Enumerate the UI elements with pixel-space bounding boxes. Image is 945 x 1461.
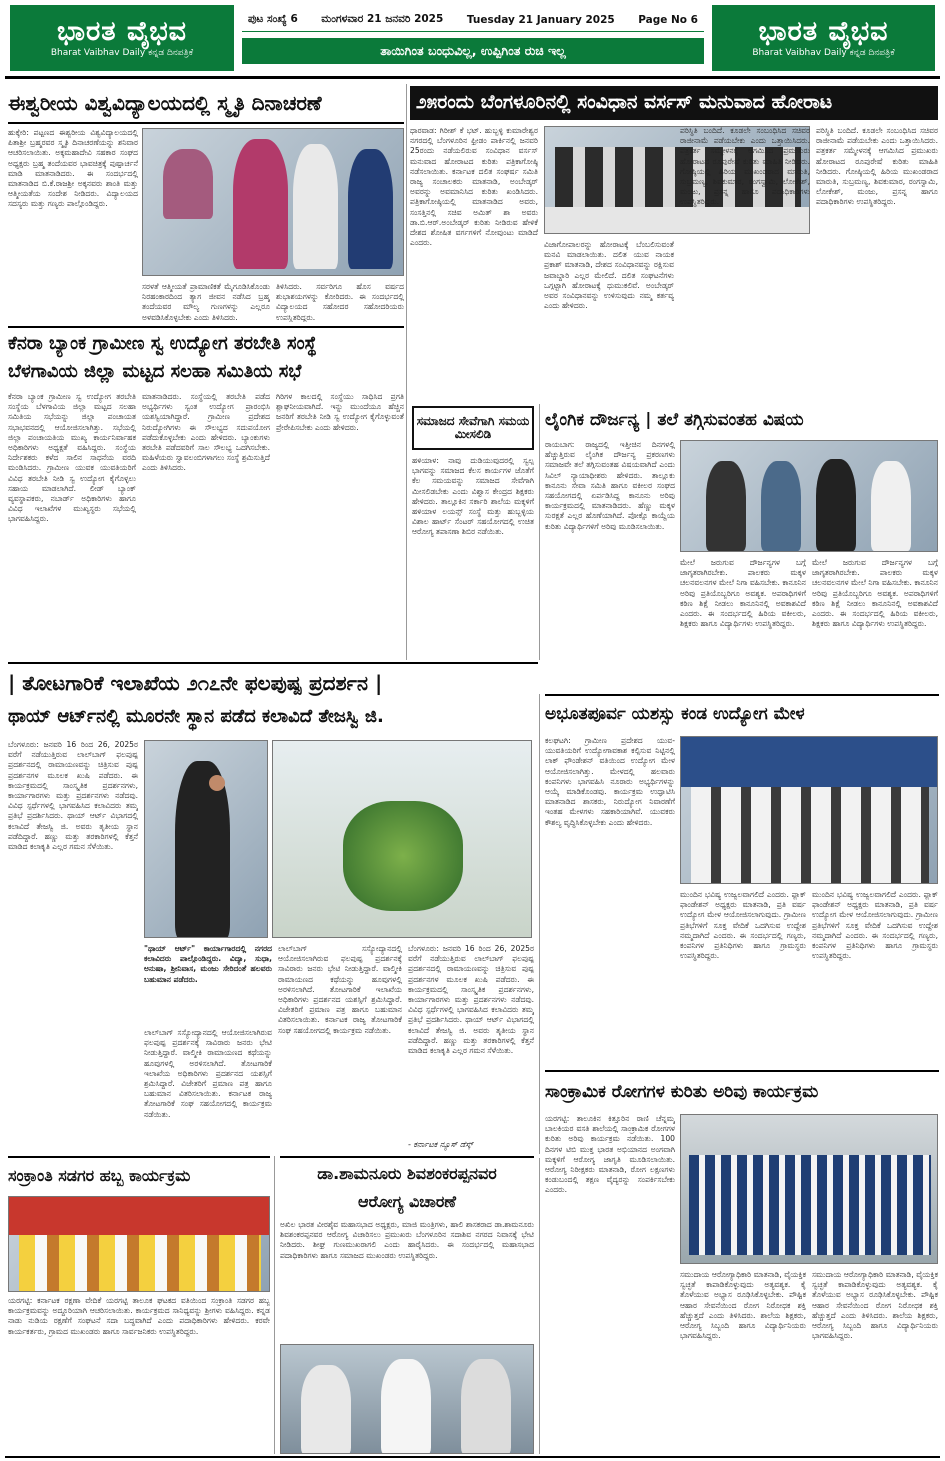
page-bottom-rule	[5, 1456, 940, 1458]
photo-health-visit	[280, 1344, 534, 1454]
column-divider	[406, 84, 407, 660]
headline-samvidhana-horata: ೨೫ರಂದು ಬೆಂಗಳೂರಿನಲ್ಲಿ ಸಂವಿಧಾನ ವರ್ಸಸ್ ಮನುವಾದ ಹೋರಾಟ	[410, 86, 938, 120]
headline-line2: ಬೆಳಗಾವಿಯ ಜಿಲ್ಲಾ ಮಟ್ಟದ ಸಲಹಾ ಸಮಿತಿಯ ಸಭೆ	[8, 360, 302, 382]
article-body: ಹಳಿಯಾಳ: ನಾವು ದುಡಿಯುವುದರಲ್ಲಿ ಸ್ವಲ್ಪ ಭಾಗವನ್ನು ಸಮಾಜದ ಕೆಲಸ ಕಾರ್ಯಗಳ ಜೊತೆಗೆ ಕೆಲ ಸಮಯವನ್ನು ಸಮಾಜದ ಸೇವೆಗಾಗಿ ಮೀಸಲಿಡಬೇಕು ಎಂದು ವಿಶ್ವಾಸ ಕೇಂದ್ರದ ಶಿಕ್ಷಕರು ಹೇಳಿದರು. ತಾಲ್ಲೂಕಿನ ಸರ್ಕಾರಿ ಶಾಲೆಯ ಮಕ್ಕಳಿಗೆ ಹಳಿಯಾಳ ಲಯನ್ಸ್ ಸಂಸ್ಥೆ ಮತ್ತು ಹುಬ್ಬಳ್ಳಿಯ ವಿಶಾಲ ಹಾರ್ಟ್ ಸೆಂಟರ್ ಸಹಯೋಗದಲ್ಲಿ ಉಚಿತ ಆರೋಗ್ಯ ತಪಾಸಣಾ ಶಿಬಿರ ನಡೆಯಿತು.	[412, 456, 534, 537]
article-body-col1: ಕಲಘಟಗಿ: ಗ್ರಾಮೀಣ ಪ್ರದೇಶದ ಯುವ-ಯುವತಿಯರಿಗೆ ಉದ್ಯೋಗಾವಕಾಶ ಕಲ್ಪಿಸುವ ನಿಟ್ಟಿನಲ್ಲಿ ಲಾಕ್ ಫೌಂಡೇಶನ್ ವತಿಯಿಂದ ಉದ್ಯೋಗ ಮೇಳ ಆಯೋಜಿಸಲಾಗಿತ್ತು. ಮೇಳದಲ್ಲಿ ಹಲವಾರು ಕಂಪನಿಗಳು ಭಾಗವಹಿಸಿ ನೂರಾರು ಅಭ್ಯರ್ಥಿಗಳನ್ನು ಆಯ್ಕೆ ಮಾಡಿಕೊಂಡವು. ಕಾರ್ಯಕ್ರಮ ಉದ್ಘಾಟಿಸಿ ಮಾತನಾಡಿದ ಶಾಸಕರು, ನಿರುದ್ಯೋಗ ನಿವಾರಣೆಗೆ ಇಂತಹ ಮೇಳಗಳು ಸಹಕಾರಿಯಾಗಿವೆ. ಯುವಕರು ಕೌಶಲ್ಯ ವೃದ್ಧಿಸಿಕೊಳ್ಳಬೇಕು ಎಂದು ಹೇಳಿದರು.	[545, 736, 675, 827]
section-rule	[8, 1156, 270, 1158]
headline-underline	[8, 122, 404, 124]
column-divider	[539, 1158, 540, 1454]
masthead-rule	[5, 76, 940, 79]
column-divider	[274, 1156, 275, 1454]
photo-caption: "ಥಾಯ್ ಆರ್ಟ್" ಕಾರ್ಯಾಗಾರದಲ್ಲಿ ನಗರದ ಕಲಾವಿದರು ಪಾಲ್ಗೊಂಡಿದ್ದರು. ವಿದ್ಯಾ, ಸುಧಾ, ಅನುಷಾ, ಶ್ರೀನಿವಾಸ, ಮಂಜು ಸೇರಿದಂತೆ ಹಲವರು ಬಹುಮಾನ ಪಡೆದರು.	[144, 944, 272, 984]
article-body-col3: ಲಾಲ್‌ಬಾಗ್ ಸಸ್ಯೋದ್ಯಾನದಲ್ಲಿ ಆಯೋಜಿಸಲಾಗಿರುವ ಫಲಪುಷ್ಪ ಪ್ರದರ್ಶನಕ್ಕೆ ಸಾವಿರಾರು ಜನರು ಭೇಟಿ ನೀಡುತ್ತಿದ್ದಾರೆ. ವಾಲ್ಮೀಕಿ ರಾಮಾಯಣದ ಕಥೆಯನ್ನು ಹೂವುಗಳಲ್ಲಿ ಅರಳಿಸಲಾಗಿದೆ. ತೋಟಗಾರಿಕೆ ಇಲಾಖೆಯ ಅಧಿಕಾರಿಗಳು ಪ್ರದರ್ಶನದ ಯಶಸ್ಸಿಗೆ ಶ್ರಮಿಸಿದ್ದಾರೆ. ವಿಜೇತರಿಗೆ ಪ್ರಮಾಣ ಪತ್ರ ಹಾಗೂ ಬಹುಮಾನ ವಿತರಿಸಲಾಯಿತು. ಕರ್ನಾಟಕ ರಾಜ್ಯ ತೋಟಗಾರಿಕೆ ಸಂಘ ಸಹಯೋಗದಲ್ಲಿ ಕಾರ್ಯಕ್ರಮ ನಡೆಯಿತು.	[278, 944, 402, 1035]
headline-udyoga-mela: ಅಭೂತಪೂರ್ವ ಯಶಸ್ಸು ಕಂಡ ಉದ್ಯೋಗ ಮೇಳ	[545, 704, 805, 725]
article-body-col4: ಪರಿಸ್ಥಿತಿ ಬಂದಿದೆ. ಕೂಡಲೇ ಸಂಬಂಧಿಸಿದ ಸಚಿವರ ರಾಜೀನಾಮೆ ಪಡೆಯಬೇಕು ಎಂದು ಒತ್ತಾಯಿಸಿದರು. ಪತ್ರಕರ್ತ ಸಮ್ಮೇಳನಕ್ಕೆ ಆಗಮಿಸಿದ ಪ್ರಮುಖರು ಹೋರಾಟದ ರೂಪುರೇಷೆ ಕುರಿತು ಮಾಹಿತಿ ನೀಡಿದರು. ಗೋಷ್ಠಿಯಲ್ಲಿ ಹಿರಿಯ ಮುಖಂಡರಾದ ಮಾರುತಿ, ಸುಬ್ರಮಣ್ಯ, ಶಿವಕುಮಾರ, ರಂಗಸ್ವಾಮಿ, ಲೋಕೇಶ್, ಮಂಜು, ಪ್ರಸನ್ನ ಹಾಗೂ ಪದಾಧಿಕಾರಿಗಳು ಉಪಸ್ಥಿತರಿದ್ದರು.	[816, 126, 938, 207]
photo-smriti-ceremony	[142, 128, 404, 276]
article-body-col1: ಬೆಂಗಳೂರು: ಜನವರಿ 16 ರಿಂದ 26, 2025ರ ವರೆಗೆ ನಡೆಯುತ್ತಿರುವ ಲಾಲ್‌ಬಾಗ್ ಫಲಪುಷ್ಪ ಪ್ರದರ್ಶನದಲ್ಲಿ ರಾಮಾಯಣವನ್ನು ಚಿತ್ರಿಸುವ ಪುಷ್ಪ ಪ್ರದರ್ಶನಗಳ ಮೂಲಕ ಖುಷಿ ಪಡೆದರು. ಈ ಕಾರ್ಯಕ್ರಮದಲ್ಲಿ ಸಾಂಸ್ಕೃತಿಕ ಪ್ರದರ್ಶನಗಳು, ಕಾರ್ಯಾಗಾರಗಳು ಮತ್ತು ಪ್ರದರ್ಶನಗಳು ನಡೆದವು. ವಿವಿಧ ಸ್ಪರ್ಧೆಗಳಲ್ಲಿ ಭಾಗವಹಿಸಿದ ಕಲಾವಿದರು ತಮ್ಮ ಪ್ರತಿಭೆ ಪ್ರದರ್ಶಿಸಿದರು. ಥಾಯ್ ಆರ್ಟ್ ವಿಭಾಗದಲ್ಲಿ ಕಲಾವಿದೆ ತೇಜಸ್ವಿ ಜಿ. ಅವರು ತೃತೀಯ ಸ್ಥಾನ ಪಡೆದಿದ್ದಾರೆ. ಹಣ್ಣು ಮತ್ತು ತರಕಾರಿಗಳಲ್ಲಿ ಕೆತ್ತನೆ ಮಾಡಿದ ಕಲಾಕೃತಿ ಎಲ್ಲರ ಗಮನ ಸೆಳೆಯಿತು.	[8, 740, 138, 852]
article-body-col3: ಗಿರಿಗಳ ಕಾಲದಲ್ಲಿ ಸಂಸ್ಥೆಯು ಸಾಧಿಸಿದ ಪ್ರಗತಿ ಶ್ಲಾಘನೀಯವಾಗಿದೆ. ಇನ್ನು ಮುಂದೆಯೂ ಹೆಚ್ಚಿನ ಜನರಿಗೆ ತರಬೇತಿ ನೀಡಿ ಸ್ವ ಉದ್ಯೋಗ ಕೈಗೊಳ್ಳುವಂತೆ ಪ್ರೇರೇಪಿಸಬೇಕು ಎಂದು ಹೇಳಿದರು.	[276, 392, 404, 432]
masthead-title-right: ಭಾರತ ವೈಭವ	[758, 16, 889, 47]
headline-canara-bank	[8, 330, 404, 386]
column-divider	[539, 404, 540, 660]
photo-artist-tejaswi	[144, 740, 268, 938]
article-body: ಅಖಿಲ ಭಾರತ ವೀರಶೈವ ಮಹಾಸಭಾದ ಅಧ್ಯಕ್ಷರು, ಮಾಜಿ ಮಂತ್ರಿಗಳು, ಹಾಲಿ ಶಾಸಕರಾದ ಡಾ.ಶಾಮನೂರು ಶಿವಶಂಕರಪ್ಪನವರ ಆರೋಗ್ಯ ವಿಚಾರಿಸಲು ಪ್ರಮುಖರು ಬೆಂಗಳೂರಿನ ಸದಾಶಿವ ನಗರದ ನಿವಾಸಕ್ಕೆ ಭೇಟಿ ನೀಡಿದರು. ಶೀಘ್ರ ಗುಣಮುಖರಾಗಲಿ ಎಂದು ಹಾರೈಸಿದರು. ಈ ಸಂದರ್ಭದಲ್ಲಿ ಮಹಾಸಭಾದ ಪದಾಧಿಕಾರಿಗಳು ಹಾಗೂ ಸಮಾಜದ ಮುಖಂಡರು ಉಪಸ್ಥಿತರಿದ್ದರು.	[280, 1220, 534, 1260]
page-number-kannada: ಪುಟ ಸಂಖ್ಯೆ 6	[248, 13, 298, 25]
section-rule	[8, 662, 538, 664]
article-body-col4: ಬೆಂಗಳೂರು: ಜನವರಿ 16 ರಿಂದ 26, 2025ರ ವರೆಗೆ ನಡೆಯುತ್ತಿರುವ ಲಾಲ್‌ಬಾಗ್ ಫಲಪುಷ್ಪ ಪ್ರದರ್ಶನದಲ್ಲಿ ರಾಮಾಯಣವನ್ನು ಚಿತ್ರಿಸುವ ಪುಷ್ಪ ಪ್ರದರ್ಶನಗಳ ಮೂಲಕ ಖುಷಿ ಪಡೆದರು. ಈ ಕಾರ್ಯಕ್ರಮದಲ್ಲಿ ಸಾಂಸ್ಕೃತಿಕ ಪ್ರದರ್ಶನಗಳು, ಕಾರ್ಯಾಗಾರಗಳು ಮತ್ತು ಪ್ರದರ್ಶನಗಳು ನಡೆದವು. ವಿವಿಧ ಸ್ಪರ್ಧೆಗಳಲ್ಲಿ ಭಾಗವಹಿಸಿದ ಕಲಾವಿದರು ತಮ್ಮ ಪ್ರತಿಭೆ ಪ್ರದರ್ಶಿಸಿದರು. ಥಾಯ್ ಆರ್ಟ್ ವಿಭಾಗದಲ್ಲಿ ಕಲಾವಿದೆ ತೇಜಸ್ವಿ ಜಿ. ಅವರು ತೃತೀಯ ಸ್ಥಾನ ಪಡೆದಿದ್ದಾರೆ. ಹಣ್ಣು ಮತ್ತು ತರಕಾರಿಗಳಲ್ಲಿ ಕೆತ್ತನೆ ಮಾಡಿದ ಕಲಾಕೃತಿ ಎಲ್ಲರ ಗಮನ ಸೆಳೆಯಿತು.	[408, 944, 534, 1056]
article-body-col2: ಮಾತನಾಡಿದರು. ಸಂಸ್ಥೆಯಲ್ಲಿ ತರಬೇತಿ ಪಡೆದ ಅಭ್ಯರ್ಥಿಗಳು ಸ್ವಂತ ಉದ್ಯೋಗ ಪ್ರಾರಂಭಿಸಿ ಯಶಸ್ವಿಯಾಗಿದ್ದಾರೆ. ಗ್ರಾಮೀಣ ಪ್ರದೇಶದ ನಿರುದ್ಯೋಗಿಗಳು ಈ ಸೌಲಭ್ಯದ ಸದುಪಯೋಗ ಪಡೆದುಕೊಳ್ಳಬೇಕು ಎಂದು ಹೇಳಿದರು. ಬ್ಯಾಂಕುಗಳು ತರಬೇತಿ ಪಡೆದವರಿಗೆ ಸಾಲ ಸೌಲಭ್ಯ ಒದಗಿಸಬೇಕು. ಮಹಿಳೆಯರು ಸ್ವಾವಲಂಬಿಗಳಾಗಲು ಸಂಸ್ಥೆ ಶ್ರಮಿಸುತ್ತಿದೆ ಎಂದು ತಿಳಿಸಿದರು.	[142, 392, 270, 473]
article-body-col1: ಧಾರವಾಡ: ಗಿರೀಶ್ ಕೆ ಭಟ್. ಹುಬ್ಬಳ್ಳಿ ಕುಮಾರೇಶ್ವರ ನಗರದಲ್ಲಿ ಬೆಂಗಳೂರಿನ ಫ್ರೀಡಂ ಪಾರ್ಕಿನಲ್ಲಿ ಜನವರಿ 25ರಂದು ನಡೆಯಲಿರುವ ಸಂವಿಧಾನ ವರ್ಸಸ್ ಮನುವಾದ ಹೋರಾಟದ ಕುರಿತು ಪತ್ರಿಕಾಗೋಷ್ಠಿ ನಡೆಸಲಾಯಿತು. ಕರ್ನಾಟಕ ದಲಿತ ಸಂಘರ್ಷ ಸಮಿತಿ ರಾಜ್ಯ ಸಂಚಾಲಕರು ಮಾತನಾಡಿ, ಅಂಬೇಡ್ಕರ್ ಅವರನ್ನು ಅವಮಾನಿಸಿದ ಕುರಿತು ಖಂಡಿಸಿದರು. ಪತ್ರಿಕಾಗೋಷ್ಠಿಯಲ್ಲಿ ಮಾತನಾಡಿದ ಅವರು, ಸಂಸತ್ತಿನಲ್ಲಿ ಸಚಿವ ಅಮಿತ್ ಶಾ ಅವರು ಡಾ.ಬಿ.ಆರ್.ಅಂಬೇಡ್ಕರ್ ಕುರಿತು ನೀಡಿರುವ ಹೇಳಿಕೆ ದೇಶದ ಶೋಷಿತ ವರ್ಗಗಳಿಗೆ ನೋವುಂಟು ಮಾಡಿದೆ ಎಂದರು.	[410, 126, 538, 248]
headline-line2: ಥಾಯ್ ಆರ್ಟ್‌ನಲ್ಲಿ ಮೂರನೇ ಸ್ಥಾನ ಪಡೆದ ಕಲಾವಿದೆ ತೇಜಸ್ವಿ ಜಿ.	[8, 705, 384, 727]
masthead-subtitle-left: Bharat Vaibhav Daily ಕನ್ನಡ ದಿನಪತ್ರಿಕೆ	[50, 48, 194, 58]
photo-legal-awareness	[680, 440, 938, 552]
headline-sankramika-roga: ಸಾಂಕ್ರಾಮಿಕ ರೋಗಗಳ ಕುರಿತು ಅರಿವು ಕಾರ್ಯಕ್ರಮ	[545, 1082, 819, 1103]
date-english: Tuesday 21 January 2025	[466, 13, 615, 26]
issue-info-bar	[242, 8, 704, 32]
section-rule	[280, 1156, 534, 1158]
article-body-col2: ವಿಜಾಗೋಪಾಲರನ್ನು ಹೋರಾಟಕ್ಕೆ ಬೆಂಬಲಿಸುವಂತೆ ಮನವಿ ಮಾಡಲಾಯಿತು. ದಲಿತ ಯುವ ನಾಯಕ ಪ್ರಕಾಶ್ ಮಾತನಾಡಿ, ದೇಶದ ಸಂವಿಧಾನವನ್ನು ರಕ್ಷಿಸುವ ಜವಾಬ್ದಾರಿ ಎಲ್ಲರ ಮೇಲಿದೆ. ದಲಿತ ಸಂಘಟನೆಗಳು ಒಗ್ಗಟ್ಟಾಗಿ ಹೋರಾಟಕ್ಕೆ ಧುಮುಕಲಿವೆ. ಅಂಬೇಡ್ಕರ್ ಅವರ ಸಂವಿಧಾನವನ್ನು ಉಳಿಸುವುದು ನಮ್ಮ ಕರ್ತವ್ಯ ಎಂದು ಹೇಳಿದರು.	[544, 240, 674, 311]
headline-smriti-dinacharane: ಈಶ್ವರೀಯ ವಿಶ್ವವಿದ್ಯಾಲಯದಲ್ಲಿ ಸ್ಮೃತಿ ದಿನಾಚರಣೆ	[8, 90, 322, 115]
headline-line2: ಆರೋಗ್ಯ ವಿಚಾರಣೆ	[358, 1192, 456, 1212]
article-body-col1: ಹುಕ್ಕೇರಿ: ಪಟ್ಟಣದ ಈಶ್ವರೀಯ ವಿಶ್ವವಿದ್ಯಾಲಯದಲ್ಲಿ ಪಿತಾಶ್ರೀ ಬ್ರಹ್ಮರವರ ಸ್ಮೃತಿ ದಿನಾಚರಣೆಯನ್ನು ಶನಿವಾರ ಆಚರಿಸಲಾಯಿತು. ಅಕ್ಕಮಹಾದೇವಿ ಸಹಕಾರ ಸಂಘದ ಅಧ್ಯಕ್ಷರು ಬ್ರಹ್ಮ ತಂದೆಯವರ ಭಾವಚಿತ್ರಕ್ಕೆ ಪುಷ್ಪಾರ್ಚನೆ ಮಾಡಿ ಮಾತನಾಡಿದರು. ಈ ಸಂದರ್ಭದಲ್ಲಿ ಮಾತನಾಡಿದ ಬಿ.ಕೆ.ರಾಜಶ್ರೀ ಅಕ್ಕನವರು ಶಾಂತಿ ಮತ್ತು ಆತ್ಮೀಯತೆಯ ಸಂದೇಶ ನೀಡಿದರು. ವಿದ್ಯಾಲಯದ ಸದಸ್ಯರು ಮತ್ತು ಗಣ್ಯರು ಪಾಲ್ಗೊಂಡಿದ್ದರು.	[8, 128, 138, 209]
headline-samaja-seve: ಸಮಾಜದ ಸೇವೆಗಾಗಿ ಸಮಯ ಮೀಸಲಿಡಿ	[412, 406, 534, 450]
headline-dourjanya: ಲೈಂಗಿಕ ದೌರ್ಜನ್ಯ | ತಲೆ ತಗ್ಗಿಸುವಂತಹ ವಿಷಯ	[545, 410, 804, 431]
headline-line1: | ತೋಟಗಾರಿಕೆ ಇಲಾಖೆಯ ೨೧೭ನೇ ಫಲಪುಷ್ಪ ಪ್ರದರ್ಶನ |	[8, 670, 383, 695]
section-rule	[545, 1070, 939, 1072]
article-body-col2: ಲಾಲ್‌ಬಾಗ್ ಸಸ್ಯೋದ್ಯಾನದಲ್ಲಿ ಆಯೋಜಿಸಲಾಗಿರುವ ಫಲಪುಷ್ಪ ಪ್ರದರ್ಶನಕ್ಕೆ ಸಾವಿರಾರು ಜನರು ಭೇಟಿ ನೀಡುತ್ತಿದ್ದಾರೆ. ವಾಲ್ಮೀಕಿ ರಾಮಾಯಣದ ಕಥೆಯನ್ನು ಹೂವುಗಳಲ್ಲಿ ಅರಳಿಸಲಾಗಿದೆ. ತೋಟಗಾರಿಕೆ ಇಲಾಖೆಯ ಅಧಿಕಾರಿಗಳು ಪ್ರದರ್ಶನದ ಯಶಸ್ಸಿಗೆ ಶ್ರಮಿಸಿದ್ದಾರೆ. ವಿಜೇತರಿಗೆ ಪ್ರಮಾಣ ಪತ್ರ ಹಾಗೂ ಬಹುಮಾನ ವಿತರಿಸಲಾಯಿತು. ಕರ್ನಾಟಕ ರಾಜ್ಯ ತೋಟಗಾರಿಕೆ ಸಂಘ ಸಹಯೋಗದಲ್ಲಿ ಕಾರ್ಯಕ್ರಮ ನಡೆಯಿತು.	[144, 1028, 272, 1119]
article-body-col2: ಮುಂದಿನ ಭವಿಷ್ಯ ಉಜ್ವಲವಾಗಲಿದೆ ಎಂದರು. ಫ್ಲಾಕ್ ಫಾಂಡೇಶನ್ ಅಧ್ಯಕ್ಷರು ಮಾತನಾಡಿ, ಪ್ರತಿ ವರ್ಷ ಉದ್ಯೋಗ ಮೇಳ ಆಯೋಜಿಸಲಾಗುವುದು. ಗ್ರಾಮೀಣ ಪ್ರತಿಭೆಗಳಿಗೆ ಸೂಕ್ತ ವೇದಿಕೆ ಒದಗಿಸುವ ಉದ್ದೇಶ ನಮ್ಮದಾಗಿದೆ ಎಂದರು. ಈ ಸಂದರ್ಭದಲ್ಲಿ ಗಣ್ಯರು, ಕಂಪನಿಗಳ ಪ್ರತಿನಿಧಿಗಳು ಹಾಗೂ ಗ್ರಾಮಸ್ಥರು ಉಪಸ್ಥಿತರಿದ್ದರು.	[680, 890, 806, 961]
article-body-col2: ಸಮುದಾಯ ಆರೋಗ್ಯಾಧಿಕಾರಿ ಮಾತನಾಡಿ, ವೈಯಕ್ತಿಕ ಸ್ವಚ್ಛತೆ ಕಾಪಾಡಿಕೊಳ್ಳುವುದು ಅತ್ಯವಶ್ಯಕ. ಕೈ ತೊಳೆಯುವ ಅಭ್ಯಾಸ ರೂಢಿಸಿಕೊಳ್ಳಬೇಕು. ಪೌಷ್ಟಿಕ ಆಹಾರ ಸೇವನೆಯಿಂದ ರೋಗ ನಿರೋಧಕ ಶಕ್ತಿ ಹೆಚ್ಚುತ್ತದೆ ಎಂದು ತಿಳಿಸಿದರು. ಶಾಲೆಯ ಶಿಕ್ಷಕರು, ಆರೋಗ್ಯ ಸಿಬ್ಬಂದಿ ಹಾಗೂ ವಿದ್ಯಾರ್ಥಿನಿಯರು ಭಾಗವಹಿಸಿದ್ದರು.	[680, 1270, 806, 1341]
headline-line1: ಡಾ.ಶಾಮನೂರು ಶಿವಶಂಕರಪ್ಪನವರ	[317, 1164, 497, 1184]
masthead-title-left: ಭಾರತ ವೈಭವ	[57, 16, 187, 47]
masthead-logo-right	[712, 5, 935, 71]
article-body-col3-a: ಪರಿಸ್ಥಿತಿ ಬಂದಿದೆ. ಕೂಡಲೇ ಸಂಬಂಧಿಸಿದ ಸಚಿವರ ರಾಜೀನಾಮೆ ಪಡೆಯಬೇಕು ಎಂದು ಒತ್ತಾಯಿಸಿದರು. ಪತ್ರಕರ್ತ ಸಮ್ಮೇಳನಕ್ಕೆ ಆಗಮಿಸಿದ ಪ್ರಮುಖರು ಹೋರಾಟದ ರೂಪುರೇಷೆ ಕುರಿತು ಮಾಹಿತಿ ನೀಡಿದರು. ಗೋಷ್ಠಿಯಲ್ಲಿ ಹಿರಿಯ ಮುಖಂಡರಾದ ಮಾರುತಿ, ಸುಬ್ರಮಣ್ಯ, ಶಿವಕುಮಾರ, ರಂಗಸ್ವಾಮಿ, ಲೋಕೇಶ್, ಮಂಜು, ಪ್ರಸನ್ನ ಹಾಗೂ ಪದಾಧಿಕಾರಿಗಳು ಉಪಸ್ಥಿತರಿದ್ದರು.	[680, 126, 810, 207]
photo-job-fair	[680, 736, 938, 884]
headline-sankranti: ಸಂಕ್ರಾಂತಿ ಸಡಗರ ಹಬ್ಬ ಕಾರ್ಯಕ್ರಮ	[8, 1166, 191, 1186]
article-body-col1: ಯರಗಟ್ಟಿ: ತಾಲೂಕಿನ ಕಿತ್ತೂರಿನ ರಾಣಿ ಚೆನ್ನಮ್ಮ ಬಾಲಕಿಯರ ವಸತಿ ಶಾಲೆಯಲ್ಲಿ ಸಾಂಕ್ರಾಮಿಕ ರೋಗಗಳ ಕುರಿತು ಅರಿವು ಕಾರ್ಯಕ್ರಮ ನಡೆಯಿತು. 100 ದಿನಗಳ ಟಿಬಿ ಮುಕ್ತ ಭಾರತ ಅಭಿಯಾನದ ಅಂಗವಾಗಿ ಮಕ್ಕಳಿಗೆ ಆರೋಗ್ಯ ಜಾಗೃತಿ ಮೂಡಿಸಲಾಯಿತು. ಆರೋಗ್ಯ ನಿರೀಕ್ಷಕರು ಮಾತನಾಡಿ, ರೋಗ ಲಕ್ಷಣಗಳು ಕಂಡುಬಂದಲ್ಲಿ ತಕ್ಷಣ ವೈದ್ಯರನ್ನು ಸಂಪರ್ಕಿಸಬೇಕು ಎಂದರು.	[545, 1114, 675, 1195]
photo-thai-art-display	[272, 740, 532, 938]
page-number-english: Page No 6	[638, 13, 698, 26]
article-body-col1: ಕೆನರಾ ಬ್ಯಾಂಕ ಗ್ರಾಮೀಣ ಸ್ವ ಉದ್ಯೋಗ ತರಬೇತಿ ಸಂಸ್ಥೆಯ ಬೆಳಗಾವಿಯ ಜಿಲ್ಲಾ ಮಟ್ಟದ ಸಲಹಾ ಸಮಿತಿಯ ಸಭೆಯನ್ನು ಜಿಲ್ಲಾ ಪಂಚಾಯತ ಸಭಾಭವನದಲ್ಲಿ ಆಯೋಜಿಸಲಾಗಿತ್ತು. ಸಭೆಯಲ್ಲಿ ಜಿಲ್ಲಾ ಪಂಚಾಯತಿಯ ಮುಖ್ಯ ಕಾರ್ಯನಿರ್ವಾಹಕ ಅಧಿಕಾರಿಗಳು ಅಧ್ಯಕ್ಷತೆ ವಹಿಸಿದ್ದರು. ಸಂಸ್ಥೆಯ ನಿರ್ದೇಶಕರು ಕಳೆದ ಸಾಲಿನ ಸಾಧನೆಯ ವರದಿ ಮಂಡಿಸಿದರು. ಗ್ರಾಮೀಣ ಯುವಕ ಯುವತಿಯರಿಗೆ ವಿವಿಧ ತರಬೇತಿ ನೀಡಿ ಸ್ವ ಉದ್ಯೋಗ ಕೈಗೊಳ್ಳಲು ಸಹಾಯ ಮಾಡಲಾಗಿದೆ. ಲೀಡ್ ಬ್ಯಾಂಕ್ ವ್ಯವಸ್ಥಾಪಕರು, ನಬಾರ್ಡ್ ಅಧಿಕಾರಿಗಳು ಹಾಗೂ ವಿವಿಧ ಇಲಾಖೆಗಳ ಮುಖ್ಯಸ್ಥರು ಸಭೆಯಲ್ಲಿ ಭಾಗವಹಿಸಿದ್ದರು.	[8, 392, 136, 524]
tagline: ತಾಯಿಗಿಂತ ಬಂಧುವಿಲ್ಲ, ಉಪ್ಪಿಗಿಂತ ರುಚಿ ಇಲ್ಲ	[242, 38, 704, 64]
date-kannada: ಮಂಗಳವಾರ 21 ಜನವರಿ 2025	[321, 13, 444, 25]
article-body-col3: ಮುಂದಿನ ಭವಿಷ್ಯ ಉಜ್ವಲವಾಗಲಿದೆ ಎಂದರು. ಫ್ಲಾಕ್ ಫಾಂಡೇಶನ್ ಅಧ್ಯಕ್ಷರು ಮಾತನಾಡಿ, ಪ್ರತಿ ವರ್ಷ ಉದ್ಯೋಗ ಮೇಳ ಆಯೋಜಿಸಲಾಗುವುದು. ಗ್ರಾಮೀಣ ಪ್ರತಿಭೆಗಳಿಗೆ ಸೂಕ್ತ ವೇದಿಕೆ ಒದಗಿಸುವ ಉದ್ದೇಶ ನಮ್ಮದಾಗಿದೆ ಎಂದರು. ಈ ಸಂದರ್ಭದಲ್ಲಿ ಗಣ್ಯರು, ಕಂಪನಿಗಳ ಪ್ರತಿನಿಧಿಗಳು ಹಾಗೂ ಗ್ರಾಮಸ್ಥರು ಉಪಸ್ಥಿತರಿದ್ದರು.	[812, 890, 938, 961]
headline-line1: ಕೆನರಾ ಬ್ಯಾಂಕ ಗ್ರಾಮೀಣ ಸ್ವ ಉದ್ಯೋಗ ತರಬೇತಿ ಸಂಸ್ಥೆ	[8, 332, 317, 354]
article-body-col1: ರಾಯಬಾಗ: ರಾಜ್ಯದಲ್ಲಿ ಇತ್ತೀಚಿನ ದಿನಗಳಲ್ಲಿ ಹೆಚ್ಚುತ್ತಿರುವ ಲೈಂಗಿಕ ದೌರ್ಜನ್ಯ ಪ್ರಕರಣಗಳು ಸಮಾಜವೇ ತಲೆ ತಗ್ಗಿಸುವಂತಹ ವಿಷಯವಾಗಿದೆ ಎಂದು ಸಿವಿಲ್ ನ್ಯಾಯಾಧೀಶರು ಹೇಳಿದರು. ತಾಲ್ಲೂಕು ಕಾನೂನು ಸೇವಾ ಸಮಿತಿ ಹಾಗೂ ವಕೀಲರ ಸಂಘದ ಸಹಯೋಗದಲ್ಲಿ ಏರ್ಪಡಿಸಿದ್ದ ಕಾನೂನು ಅರಿವು ಕಾರ್ಯಕ್ರಮದಲ್ಲಿ ಮಾತನಾಡಿದರು. ಹೆಣ್ಣು ಮಕ್ಕಳ ಸುರಕ್ಷತೆ ಎಲ್ಲರ ಹೊಣೆಯಾಗಿದೆ. ಪೋಕ್ಸೊ ಕಾಯ್ದೆಯ ಕುರಿತು ವಿದ್ಯಾರ್ಥಿಗಳಿಗೆ ಅರಿವು ಮೂಡಿಸಲಾಯಿತು.	[545, 440, 675, 531]
column-divider	[539, 694, 540, 1154]
article-body-col2: ಮೇಲೆ ಜರುಗುವ ದೌರ್ಜನ್ಯಗಳ ಬಗ್ಗೆ ಜಾಗೃತರಾಗಿರಬೇಕು. ಪಾಲಕರು ಮಕ್ಕಳ ಚಲನವಲನಗಳ ಮೇಲೆ ನಿಗಾ ವಹಿಸಬೇಕು. ಕಾನೂನಿನ ಅರಿವು ಪ್ರತಿಯೊಬ್ಬರಿಗೂ ಅವಶ್ಯಕ. ಅಪರಾಧಿಗಳಿಗೆ ಕಠಿಣ ಶಿಕ್ಷೆ ನೀಡಲು ಕಾನೂನಿನಲ್ಲಿ ಅವಕಾಶವಿದೆ ಎಂದರು. ಈ ಸಂದರ್ಭದಲ್ಲಿ ಹಿರಿಯ ವಕೀಲರು, ಶಿಕ್ಷಕರು ಹಾಗೂ ವಿದ್ಯಾರ್ಥಿಗಳು ಉಪಸ್ಥಿತರಿದ್ದರು.	[680, 558, 806, 629]
article-body-col3: ಮೇಲೆ ಜರುಗುವ ದೌರ್ಜನ್ಯಗಳ ಬಗ್ಗೆ ಜಾಗೃತರಾಗಿರಬೇಕು. ಪಾಲಕರು ಮಕ್ಕಳ ಚಲನವಲನಗಳ ಮೇಲೆ ನಿಗಾ ವಹಿಸಬೇಕು. ಕಾನೂನಿನ ಅರಿವು ಪ್ರತಿಯೊಬ್ಬರಿಗೂ ಅವಶ್ಯಕ. ಅಪರಾಧಿಗಳಿಗೆ ಕಠಿಣ ಶಿಕ್ಷೆ ನೀಡಲು ಕಾನೂನಿನಲ್ಲಿ ಅವಕಾಶವಿದೆ ಎಂದರು. ಈ ಸಂದರ್ಭದಲ್ಲಿ ಹಿರಿಯ ವಕೀಲರು, ಶಿಕ್ಷಕರು ಹಾಗೂ ವಿದ್ಯಾರ್ಥಿಗಳು ಉಪಸ್ಥಿತರಿದ್ದರು.	[812, 558, 938, 629]
article-body-col2: ಸರಳತೆ ಆತ್ಮೀಯತೆ ಪ್ರಾಮಾಣಿಕತೆ ಮೈಗೂಡಿಸಿಕೊಂಡು ನಿರಹಂಕಾರದಿಂದ ತ್ಯಾಗ ಜೀವನ ನಡೆಸಿದ ಬ್ರಹ್ಮ ತಂದೆಯವರ ಮೌಲ್ಯ ಗುಣಗಳನ್ನು ಎಲ್ಲರೂ ಅಳವಡಿಸಿಕೊಳ್ಳಬೇಕು ಎಂದು ತಿಳಿಸಿದರು.	[142, 282, 270, 322]
section-rule	[8, 326, 404, 328]
headline-shamanur	[280, 1160, 534, 1216]
byline: - ಕರ್ನಾಟಕ ನ್ಯೂಸ್ ಡೆಸ್ಕ್	[408, 1140, 473, 1149]
article-body-col3: ತಿಳಿಸಿದರು. ಸರ್ವರಿಗೂ ಹೊಸ ವರ್ಷದ ಶುಭಾಶಯಗಳನ್ನು ಕೋರಿದರು. ಈ ಸಂದರ್ಭದಲ್ಲಿ ವಿದ್ಯಾಲಯದ ಸಹೋದರ ಸಹೋದರಿಯರು ಉಪಸ್ಥಿತರಿದ್ದರು.	[276, 282, 404, 322]
article-body-col3: ಸಮುದಾಯ ಆರೋಗ್ಯಾಧಿಕಾರಿ ಮಾತನಾಡಿ, ವೈಯಕ್ತಿಕ ಸ್ವಚ್ಛತೆ ಕಾಪಾಡಿಕೊಳ್ಳುವುದು ಅತ್ಯವಶ್ಯಕ. ಕೈ ತೊಳೆಯುವ ಅಭ್ಯಾಸ ರೂಢಿಸಿಕೊಳ್ಳಬೇಕು. ಪೌಷ್ಟಿಕ ಆಹಾರ ಸೇವನೆಯಿಂದ ರೋಗ ನಿರೋಧಕ ಶಕ್ತಿ ಹೆಚ್ಚುತ್ತದೆ ಎಂದು ತಿಳಿಸಿದರು. ಶಾಲೆಯ ಶಿಕ್ಷಕರು, ಆರೋಗ್ಯ ಸಿಬ್ಬಂದಿ ಹಾಗೂ ವಿದ್ಯಾರ್ಥಿನಿಯರು ಭಾಗವಹಿಸಿದ್ದರು.	[812, 1270, 938, 1341]
masthead-logo-left	[10, 5, 234, 71]
masthead-subtitle-right: Bharat Vaibhav Daily ಕನ್ನಡ ದಿನಪತ್ರಿಕೆ	[752, 48, 895, 58]
article-body: ಯರಗಟ್ಟಿ: ಕರ್ನಾಟಕ ರಕ್ಷಣಾ ವೇದಿಕೆ ಯರಗಟ್ಟಿ ತಾಲೂಕ ಘಟಕದ ವತಿಯಿಂದ ಸಂಕ್ರಾಂತಿ ಸಡಗರ ಹಬ್ಬ ಕಾರ್ಯಕ್ರಮವನ್ನು ಅದ್ದೂರಿಯಾಗಿ ಆಚರಿಸಲಾಯಿತು. ಕಾರ್ಯಕ್ರಮದ ಸಾನಿಧ್ಯವನ್ನು ಶ್ರೀಗಳು ವಹಿಸಿದ್ದರು. ಕನ್ನಡ ನಾಡು ನುಡಿಯ ರಕ್ಷಣೆಗೆ ಸಂಘಟನೆ ಸದಾ ಬದ್ಧವಾಗಿದೆ ಎಂದು ಪದಾಧಿಕಾರಿಗಳು ಹೇಳಿದರು. ಕರವೇ ಕಾರ್ಯಕರ್ತರು, ಗ್ರಾಮದ ಮುಖಂಡರು ಹಾಗೂ ಸಾರ್ವಜನಿಕರು ಉಪಸ್ಥಿತರಿದ್ದರು.	[8, 1296, 270, 1336]
section-rule	[545, 694, 939, 696]
photo-school-awareness	[680, 1114, 938, 1264]
photo-sankranti-event	[8, 1196, 270, 1292]
headline-lalbagh	[8, 666, 538, 736]
